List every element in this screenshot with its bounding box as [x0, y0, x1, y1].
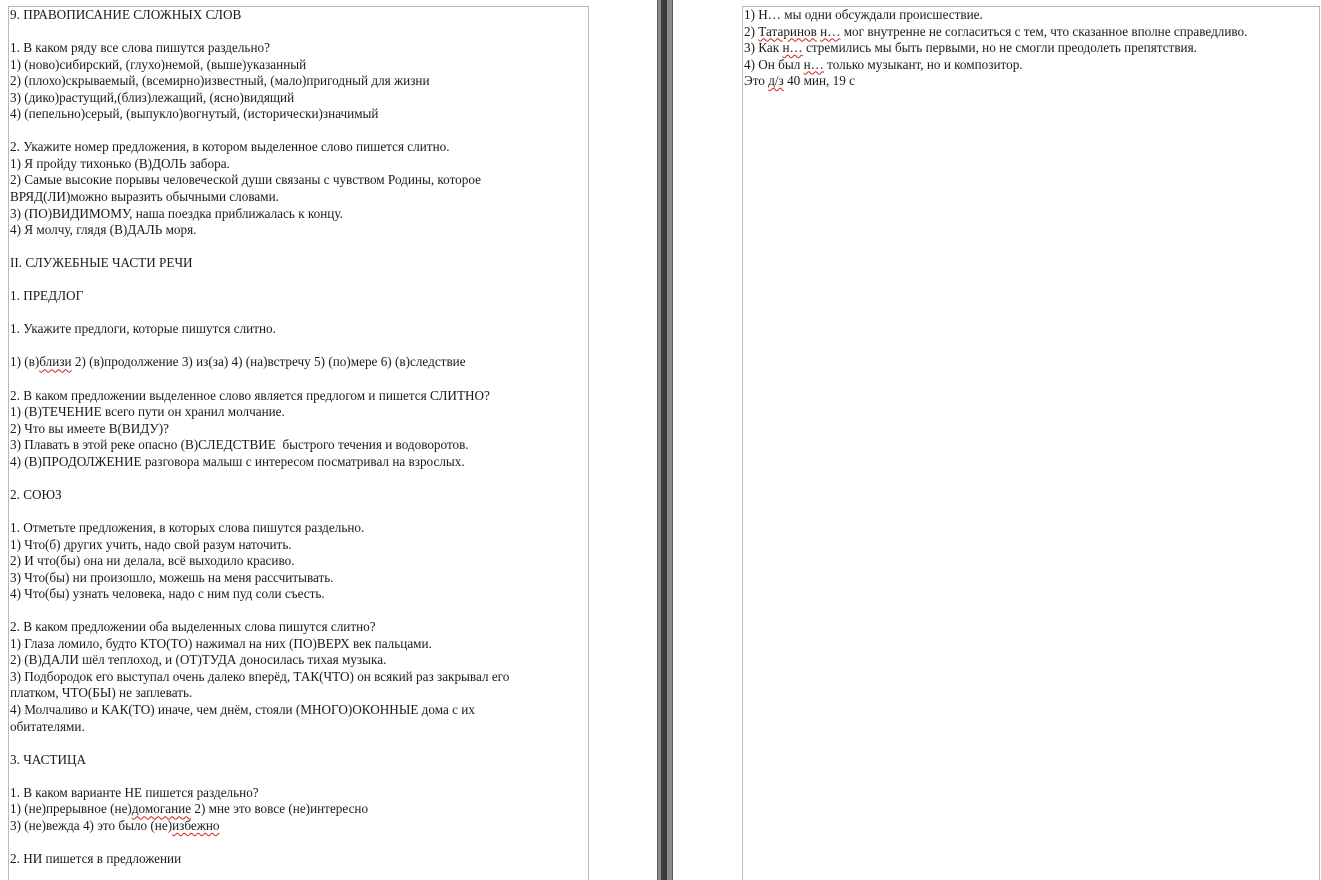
blank-line — [10, 239, 588, 256]
text-line: 3) Подбородок его выступал очень далеко вперёд, ТАК(ЧТО) он всякий раз закрывал его — [10, 668, 510, 684]
text-line: 4) Что(бы) узнать человека, надо с ним пуд соли съесть. — [10, 586, 325, 602]
text-line: 2. В каком предложении выделенное слово является предлогом и пишется СЛИТНО? — [10, 387, 490, 403]
text-line: 2) Что вы имеете В(ВИДУ)? — [10, 420, 169, 436]
text-line: 1) Что(б) других учить, надо свой разум наточить. — [10, 536, 292, 552]
text-line: 3) (ПО)ВИДИМОМУ, наша поездка приближалась к концу. — [10, 205, 343, 221]
text-line: 9. ПРАВОПИСАНИЕ СЛОЖНЫХ СЛОВ — [10, 7, 242, 22]
blank-line — [10, 735, 588, 752]
text-line: 3) Что(бы) ни произошло, можешь на меня рассчитывать. — [10, 569, 334, 585]
text-line: 3. ЧАСТИЦА — [10, 751, 87, 767]
text-line: 4) (В)ПРОДОЛЖЕНИЕ разговора малыш с интересом посматривал на взрослых. — [10, 453, 465, 469]
text-line: 2. НИ пишется в предложении — [10, 850, 182, 866]
blank-line — [10, 470, 588, 487]
blank-line — [10, 503, 588, 520]
text-line: 1) Н… мы одни обсуждали происшествие. — [744, 7, 983, 22]
text-line: Это д/з 40 мин, 19 с — [744, 73, 855, 89]
left-document-page[interactable] — [8, 6, 589, 880]
text-line: 2. СОЮЗ — [10, 486, 62, 502]
text-line: 4) Я молчу, глядя (В)ДАЛЬ моря. — [10, 222, 197, 238]
text-line: 2) (плохо)скрываемый, (всемирно)известный, (мало)пригодный для жизни — [10, 73, 430, 89]
text-line: 1. В каком варианте НЕ пишется раздельно? — [10, 784, 259, 800]
text-line: платком, ЧТО(БЫ) не заплевать. — [10, 685, 193, 701]
blank-line — [10, 338, 588, 355]
text-line: ВРЯД(ЛИ)можно выразить обычными словами. — [10, 189, 279, 205]
blank-line — [10, 603, 588, 620]
text-line: 3) Плавать в этой реке опасно (В)СЛЕДСТВИЕ быстрого течения и водоворотов. — [10, 437, 469, 453]
divider-handle[interactable] — [661, 0, 667, 880]
blank-line — [10, 305, 588, 322]
blank-line — [10, 24, 588, 41]
right-page-text[interactable] — [743, 7, 1319, 90]
text-line: 3) Как н… стремились мы быть первыми, но не смогли преодолеть препятствия. — [744, 40, 1197, 56]
blank-line — [10, 768, 588, 785]
blank-line — [10, 123, 588, 140]
left-page-text[interactable] — [9, 7, 588, 867]
text-line: 1) Я пройду тихонько (В)ДОЛЬ забора. — [10, 155, 230, 171]
text-line: 1. ПРЕДЛОГ — [10, 288, 84, 304]
text-line: 1. Отметьте предложения, в которых слова пишутся раздельно. — [10, 519, 365, 535]
text-line: 4) Молчаливо и КАК(ТО) иначе, чем днём, стояли (МНОГО)ОКОННЫЕ дома с их — [10, 701, 475, 717]
text-line: 1) (в)близи 2) (в)продолжение 3) из(за) 4) (на)встречу 5) (по)мере 6) (в)следствие — [10, 354, 466, 370]
text-line: 4) (пепельно)серый, (выпукло)вогнутый, (исторически)значимый — [10, 106, 379, 122]
text-line: 2) Самые высокие порывы человеческой души связаны с чувством Родины, которое — [10, 172, 481, 188]
blank-line — [10, 371, 588, 388]
text-line: 2) И что(бы) она ни делала, всё выходило красиво. — [10, 553, 295, 569]
text-line: 3) (не)вежда 4) это было (не)избежно — [10, 817, 220, 833]
text-line: 2. Укажите номер предложения, в котором выделенное слово пишется слитно. — [10, 139, 450, 155]
text-line: 1) (В)ТЕЧЕНИЕ всего пути он хранил молчание. — [10, 404, 285, 420]
text-line: 2) (В)ДАЛИ шёл теплоход, и (ОТ)ТУДА доносилась тихая музыка. — [10, 652, 387, 668]
text-line: II. СЛУЖЕБНЫЕ ЧАСТИ РЕЧИ — [10, 255, 193, 271]
blank-line — [10, 272, 588, 289]
page-split-divider[interactable] — [657, 0, 673, 880]
text-line: 1) Глаза ломило, будто КТО(ТО) нажимал на них (ПО)ВЕРХ век пальцами. — [10, 635, 432, 651]
text-line: 4) Он был н… только музыкант, но и композитор. — [744, 56, 1023, 72]
blank-line — [10, 834, 588, 851]
right-document-page[interactable] — [742, 6, 1320, 880]
text-line: 1. Укажите предлоги, которые пишутся слитно. — [10, 321, 276, 337]
text-line: 1) (ново)сибирский, (глухо)немой, (выше)указанный — [10, 56, 307, 72]
text-line: 1) (не)прерывное (не)домогание 2) мне это вовсе (не)интересно — [10, 801, 369, 817]
text-line: 2) Татаринов н… мог внутренне не согласиться с тем, что сказанное вполне справедливо. — [744, 23, 1248, 39]
text-line: обитателями. — [10, 718, 85, 734]
text-line: 1. В каком ряду все слова пишутся раздельно? — [10, 40, 270, 56]
text-line: 3) (дико)растущий,(близ)лежащий, (ясно)видящий — [10, 89, 295, 105]
text-line: 2. В каком предложении оба выделенных слова пишутся слитно? — [10, 619, 376, 635]
